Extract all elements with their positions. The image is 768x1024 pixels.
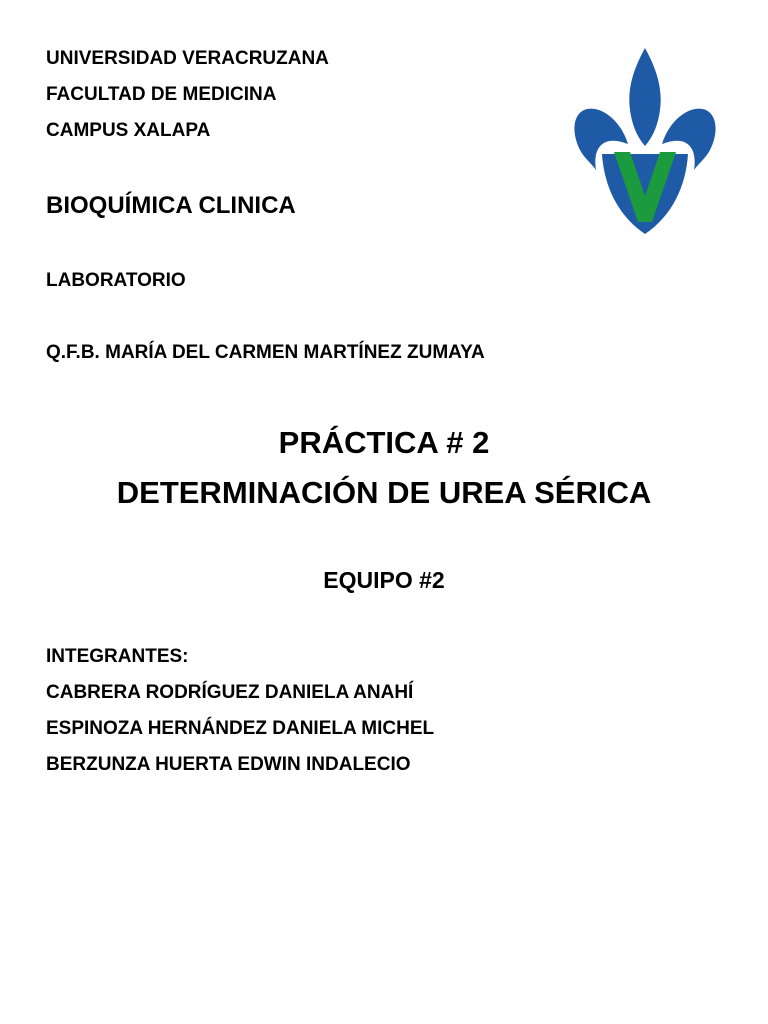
course-title: BIOQUÍMICA CLINICA: [46, 192, 296, 219]
member-name: BERZUNZA HUERTA EDWIN INDALECIO: [46, 754, 411, 775]
member-name: ESPINOZA HERNÁNDEZ DANIELA MICHEL: [46, 718, 435, 739]
faculty-name: FACULTAD DE MEDICINA: [46, 84, 277, 105]
practice-title: DETERMINACIÓN DE UREA SÉRICA: [116, 475, 652, 510]
campus-name: CAMPUS XALAPA: [46, 120, 211, 141]
member-name: CABRERA RODRÍGUEZ DANIELA ANAHÍ: [46, 682, 414, 703]
members-heading: INTEGRANTES:: [46, 646, 189, 667]
practice-number: PRÁCTICA # 2: [278, 425, 490, 460]
section-label: LABORATORIO: [46, 270, 186, 291]
team-label: EQUIPO #2: [323, 567, 445, 593]
uv-flor-de-lis-logo-icon: [572, 46, 718, 236]
university-name: UNIVERSIDAD VERACRUZANA: [46, 48, 329, 69]
instructor-name: Q.F.B. MARÍA DEL CARMEN MARTÍNEZ ZUMAYA: [46, 342, 485, 363]
